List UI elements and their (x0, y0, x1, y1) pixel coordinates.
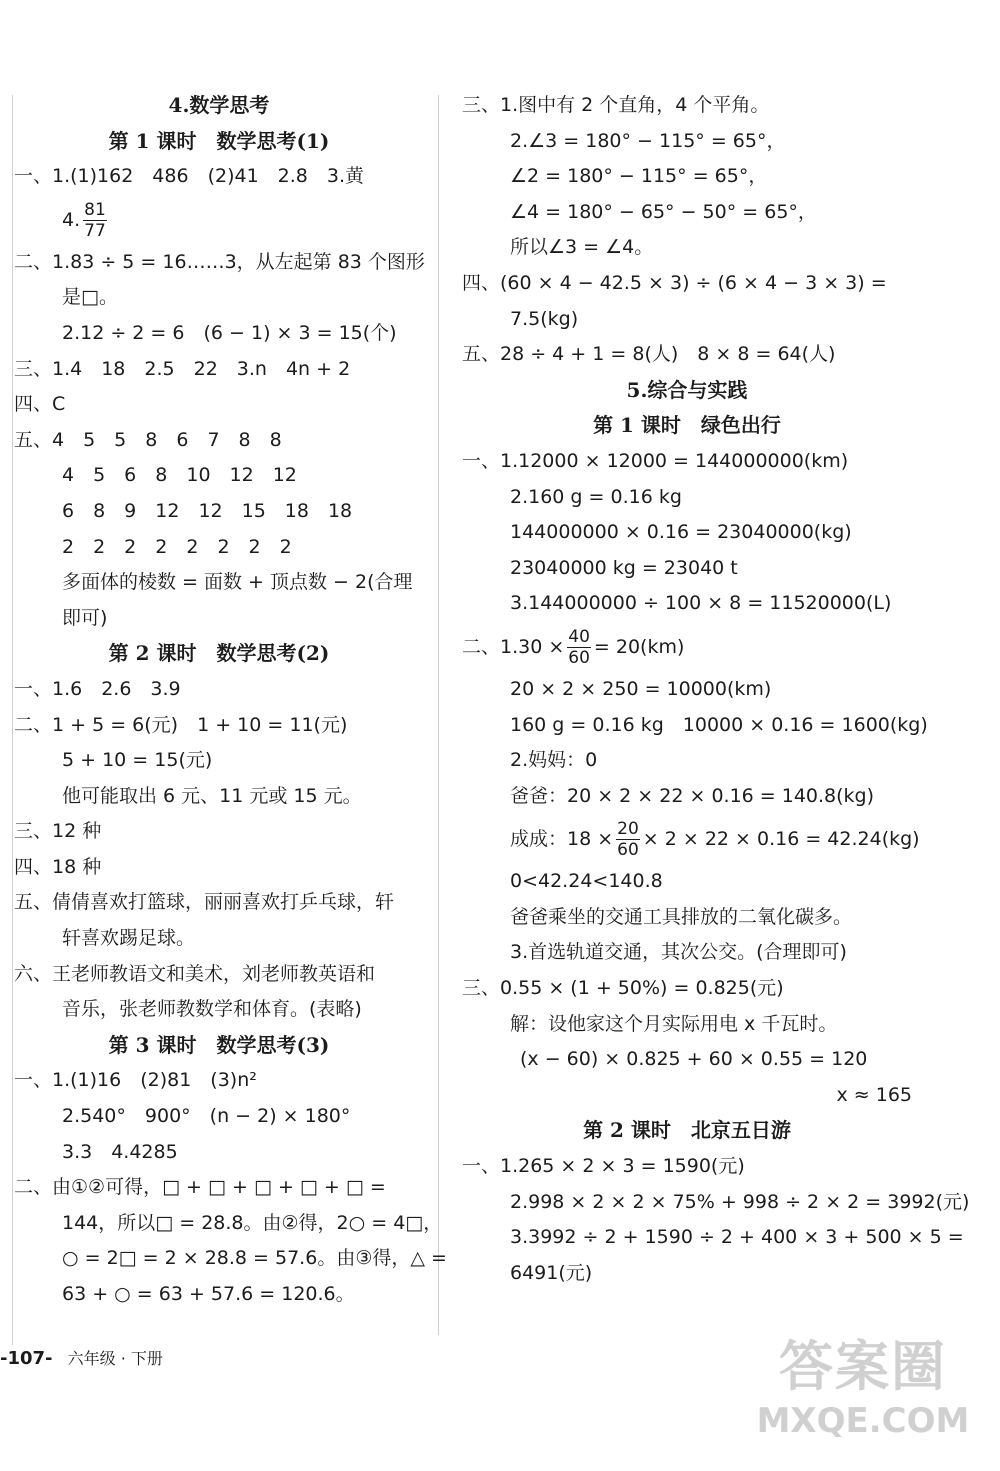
answer-text: 成成：18 × (510, 828, 614, 851)
fraction-denominator: 60 (568, 647, 590, 668)
answer-line: ∠2 = 180° − 115° = 65°， (510, 165, 768, 188)
watermark-logo (748, 1333, 978, 1463)
answer-line: 二、1 + 5 = 6(元) 1 + 10 = 11(元) (14, 713, 348, 736)
answer-line: 一、1.(1)162 486 (2)41 2.8 3.黄 (14, 165, 365, 188)
section-heading (462, 622, 912, 672)
answer-line: 所以∠3 = ∠4。 (510, 236, 654, 259)
answer-line: 音乐，张老师教数学和体育。(表略) (62, 998, 362, 1021)
section-heading: 4.数学思考 (168, 93, 270, 117)
section-heading (14, 195, 424, 245)
answer-line: 三、0.55 × (1 + 50%) = 0.825(元) (462, 977, 784, 1000)
answer-line: ○ = 2□ = 2 × 28.8 = 57.6。由③得，△ = (62, 1247, 447, 1270)
fraction-numerator: 40 (568, 626, 590, 647)
answer-line: 一、1.265 × 2 × 3 = 1590(元) (462, 1155, 745, 1178)
answer-line: 三、12 种 (14, 820, 102, 843)
answer-line: 五、28 ÷ 4 + 1 = 8(人) 8 × 8 = 64(人) (462, 343, 836, 366)
answer-text: 4. (62, 208, 81, 231)
answer-line: 二、1.83 ÷ 5 = 16……3，从左起第 83 个图形 (14, 250, 425, 273)
answer-line: 3.首选轨道交通，其次公交。(合理即可) (510, 941, 847, 964)
answer-line: 三、1.4 18 2.5 22 3.n 4n + 2 (14, 357, 351, 380)
fraction-numerator: 81 (84, 199, 106, 220)
answer-line: 爸爸乘坐的交通工具排放的二氧化碳多。 (510, 905, 853, 928)
answer-line: 五、4 5 5 8 6 7 8 8 (14, 428, 282, 451)
section-heading: 第 1 课时 数学思考(1) (108, 128, 330, 153)
answer-line: 四、C (14, 393, 66, 416)
watermark-text: 答案圈 (779, 1335, 947, 1398)
fraction (616, 819, 640, 860)
answer-line: 三、1.图中有 2 个直角，4 个平角。 (462, 94, 770, 116)
section-heading: 第 3 课时 数学思考(3) (108, 1032, 330, 1057)
fraction-denominator: 77 (84, 220, 106, 241)
section-heading: 第 2 课时 数学思考(2) (108, 641, 330, 666)
answer-line: 多面体的棱数 = 面数 + 顶点数 − 2(合理 (62, 571, 413, 594)
answer-line: 144000000 × 0.16 = 23040000(kg) (510, 521, 852, 544)
answer-line: 2.160 g = 0.16 kg (510, 485, 682, 508)
answer-line: 7.5(kg) (510, 307, 579, 330)
answer-line: 20 × 2 × 250 = 10000(km) (510, 677, 772, 700)
answer-line: 一、1.(1)16 (2)81 (3)n² (14, 1069, 257, 1092)
grade-label: 六年级 · 下册 (67, 1349, 163, 1368)
answer-line: 五、倩倩喜欢打篮球，丽丽喜欢打乒乓球，轩 (14, 891, 395, 914)
answer-line: 2.12 ÷ 2 = 6 (6 − 1) × 3 = 15(个) (62, 321, 397, 344)
answer-line: 144，所以□ = 28.8。由②得，2○ = 4□， (62, 1211, 443, 1234)
answer-line: 2.妈妈：0 (510, 749, 598, 772)
answer-line: 63 + ○ = 63 + 57.6 = 120.6。 (62, 1283, 355, 1305)
fraction (567, 627, 591, 668)
answer-line: 0<42.24<140.8 (510, 870, 663, 893)
watermark-url: MXQE.COM (756, 1401, 970, 1441)
answer-line: 3.144000000 ÷ 100 × 8 = 11520000(L) (510, 592, 892, 615)
answer-line: 即可) (62, 606, 108, 629)
answer-line: 2.998 × 2 × 2 × 75% + 998 ÷ 2 × 2 = 3992(元) (510, 1190, 970, 1213)
fraction-numerator: 20 (617, 819, 639, 840)
answer-line: 3.3 4.4285 (62, 1140, 178, 1163)
page-number: -107- (0, 1348, 53, 1369)
column-divider (438, 95, 439, 1335)
answer-line: 是□。 (62, 286, 118, 309)
answer-line: 160 g = 0.16 kg 10000 × 0.16 = 1600(kg) (510, 713, 928, 736)
answer-line: 2.∠3 = 180° − 115° = 65°， (510, 129, 786, 152)
answer-line: 23040000 kg = 23040 t (510, 556, 738, 579)
answer-line: 轩喜欢踢足球。 (62, 927, 196, 950)
answer-line: 四、18 种 (14, 855, 102, 878)
answer-line: 六、王老师教语文和美术，刘老师教英语和 (14, 962, 376, 985)
answer-line: 四、(60 × 4 − 42.5 × 3) ÷ (6 × 4 − 3 × 3) = (462, 271, 887, 294)
answer-text: = 20(km) (593, 635, 685, 658)
answer-line: 2.540° 900° (n − 2) × 180° (62, 1105, 351, 1128)
answer-line: (x − 60) × 0.825 + 60 × 0.55 = 120 (520, 1048, 868, 1071)
answer-line: 一、1.6 2.6 3.9 (14, 677, 181, 700)
answer-line: 二、由①②可得，□ + □ + □ + □ + □ = (14, 1176, 386, 1199)
answer-line: 3.3992 ÷ 2 + 1590 ÷ 2 + 400 × 3 + 500 × 5 = (510, 1226, 964, 1249)
answer-line: 解：设他家这个月实际用电 x 千瓦时。 (510, 1012, 838, 1035)
left-column (14, 88, 447, 1313)
answer-line: 4 5 6 8 10 12 12 (62, 464, 297, 487)
fraction (83, 200, 107, 241)
section-heading: 5.综合与实践 (626, 377, 748, 402)
answer-line: 6491(元) (510, 1261, 593, 1284)
section-heading (462, 814, 920, 864)
answer-line: 5 + 10 = 15(元) (62, 749, 213, 772)
answer-line: ∠4 = 180° − 65° − 50° = 65°， (510, 200, 817, 223)
section-heading: 第 1 课时 绿色出行 (593, 413, 781, 438)
answer-line: x ≈ 165 (836, 1083, 912, 1106)
answer-line: 爸爸：20 × 2 × 22 × 0.16 = 140.8(kg) (510, 784, 875, 807)
answer-text: × 2 × 22 × 0.16 = 42.24(kg) (642, 828, 920, 851)
section-heading: 第 2 课时 北京五日游 (583, 1118, 791, 1143)
left-margin-rule (12, 95, 13, 1345)
page-footer (0, 1346, 163, 1369)
answer-line: 2 2 2 2 2 2 2 2 (62, 535, 292, 558)
answer-text: 二、1.30 × (462, 635, 565, 658)
answer-line: 一、1.12000 × 12000 = 144000000(km) (462, 449, 849, 472)
fraction-denominator: 60 (617, 840, 639, 861)
right-column (462, 88, 970, 1291)
answer-line: 他可能取出 6 元、11 元或 15 元。 (62, 784, 362, 807)
answer-line: 6 8 9 12 12 15 18 18 (62, 499, 353, 522)
